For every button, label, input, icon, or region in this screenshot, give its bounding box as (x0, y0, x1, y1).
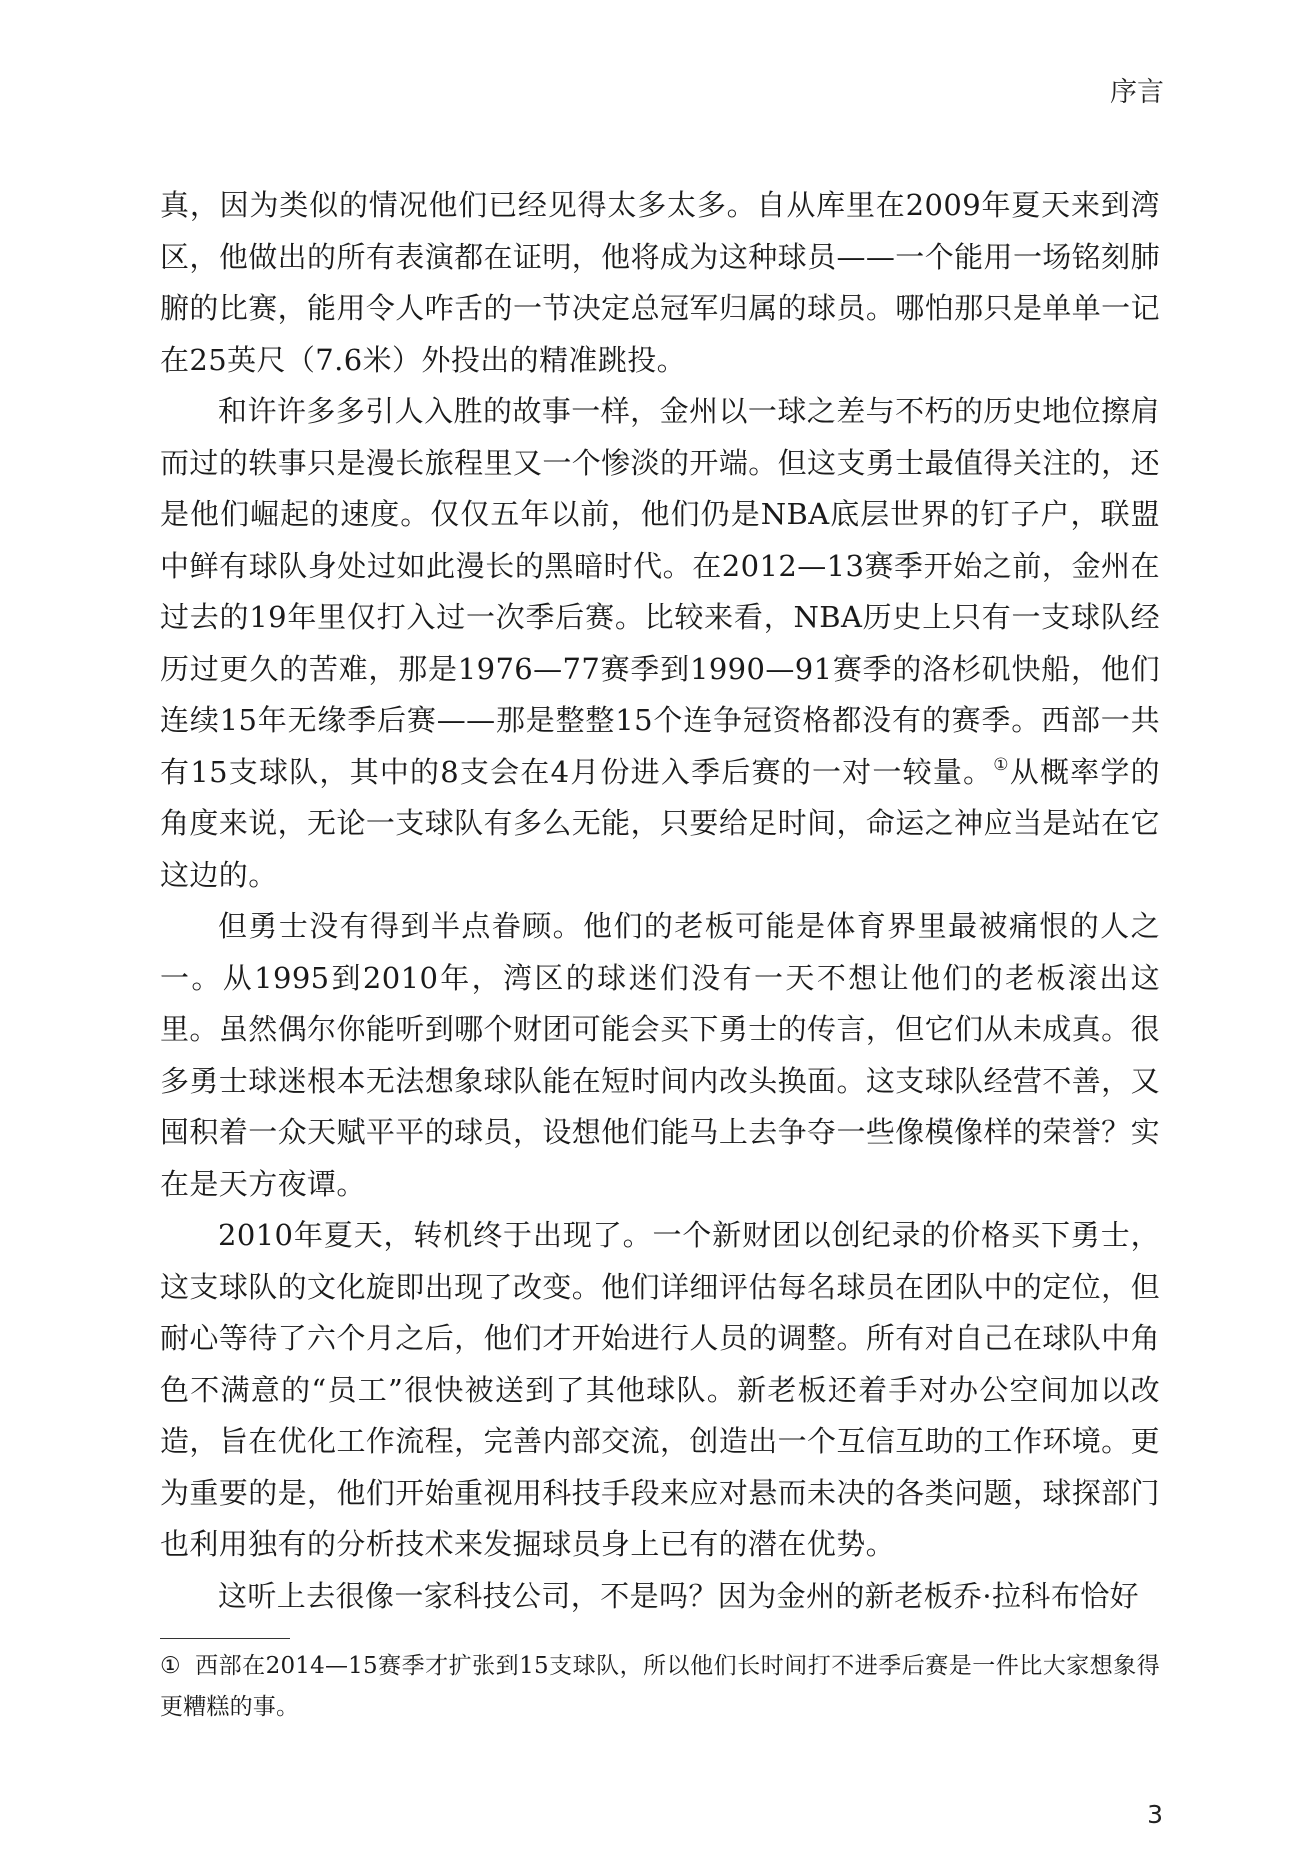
paragraph-2-continuation: 从概率学的角度来说，无论一支球队有多么无能，只要给足时间，命运之神应当是站在它这边的。 (160, 754, 1160, 892)
footnote-marker: ① (160, 1653, 182, 1679)
paragraph-2 (160, 386, 1160, 901)
paragraph-3: 但勇士没有得到半点眷顾。他们的老板可能是体育界里最被痛恨的人之一。从1995到2010年，湾区的球迷们没有一天不想让他们的老板滚出这里。虽然偶尔你能听到哪个财团可能会买下勇士的传言，但它们从未成真。很多勇士球迷根本无法想象球队能在短时间内改头换面。这支球队经营不善，又囤积着一众天赋平平的球员，设想他们能马上去争夺一些像模像样的荣誉？实在是天方夜谭。 (160, 909, 1160, 1201)
paragraph-4: 2010年夏天，转机终于出现了。一个新财团以创纪录的价格买下勇士，这支球队的文化旋即出现了改变。他们详细评估每名球员在团队中的定位，但耐心等待了六个月之后，他们才开始进行人员的调整。所有对自己在球队中角色不满意的“员工”很快被送到了其他球队。新老板还着手对办公空间加以改造，旨在优化工作流程，完善内部交流，创造出一个互信互助的工作环境。更为重要的是，他们开始重视用科技手段来应对悬而未决的各类问题，球探部门也利用独有的分析技术来发掘球员身上已有的潜在优势。 (160, 1218, 1160, 1561)
footnote (160, 1646, 1160, 1728)
page-number: 3 (1147, 1800, 1163, 1829)
footnote-divider (160, 1638, 290, 1639)
footnote-text: 西部在2014—15赛季才扩张到15支球队，所以他们长时间打不进季后赛是一件比大家想象得更糟糕的事。 (160, 1653, 1160, 1720)
paragraph-1: 真，因为类似的情况他们已经见得太多太多。自从库里在2009年夏天来到湾区，他做出的所有表演都在证明，他将成为这种球员——一个能用一场铭刻肺腑的比赛，能用令人咋舌的一节决定总冠军归属的球员。哪怕那只是单单一记在25英尺（7.6米）外投出的精准跳投。 (160, 188, 1160, 377)
footnote-reference[interactable]: ① (993, 754, 1010, 775)
body-text (160, 180, 1160, 1622)
paragraph-5: 这听上去很像一家科技公司，不是吗？因为金州的新老板乔·拉科布恰好 (218, 1578, 1140, 1613)
running-header: 序言 (1110, 77, 1164, 108)
paragraph-2-text: 和许许多多引人入胜的故事一样，金州以一球之差与不朽的历史地位擦肩而过的轶事只是漫长旅程里又一个惨淡的开端。但这支勇士最值得关注的，还是他们崛起的速度。仅仅五年以前，他们仍是NBA底层世界的钉子户，联盟中鲜有球队身处过如此漫长的黑暗时代。在2012—13赛季开始之前，金州在过去的19年里仅打入过一次季后赛。比较来看，NBA历史上只有一支球队经历过更久的苦难，那是1976—77赛季到1990—91赛季的洛杉矶快船，他们连续15年无缘季后赛——那是整整15个连争冠资格都没有的赛季。西部一共有15支球队，其中的8支会在4月份进入季后赛的一对一较量。 (160, 394, 1160, 789)
